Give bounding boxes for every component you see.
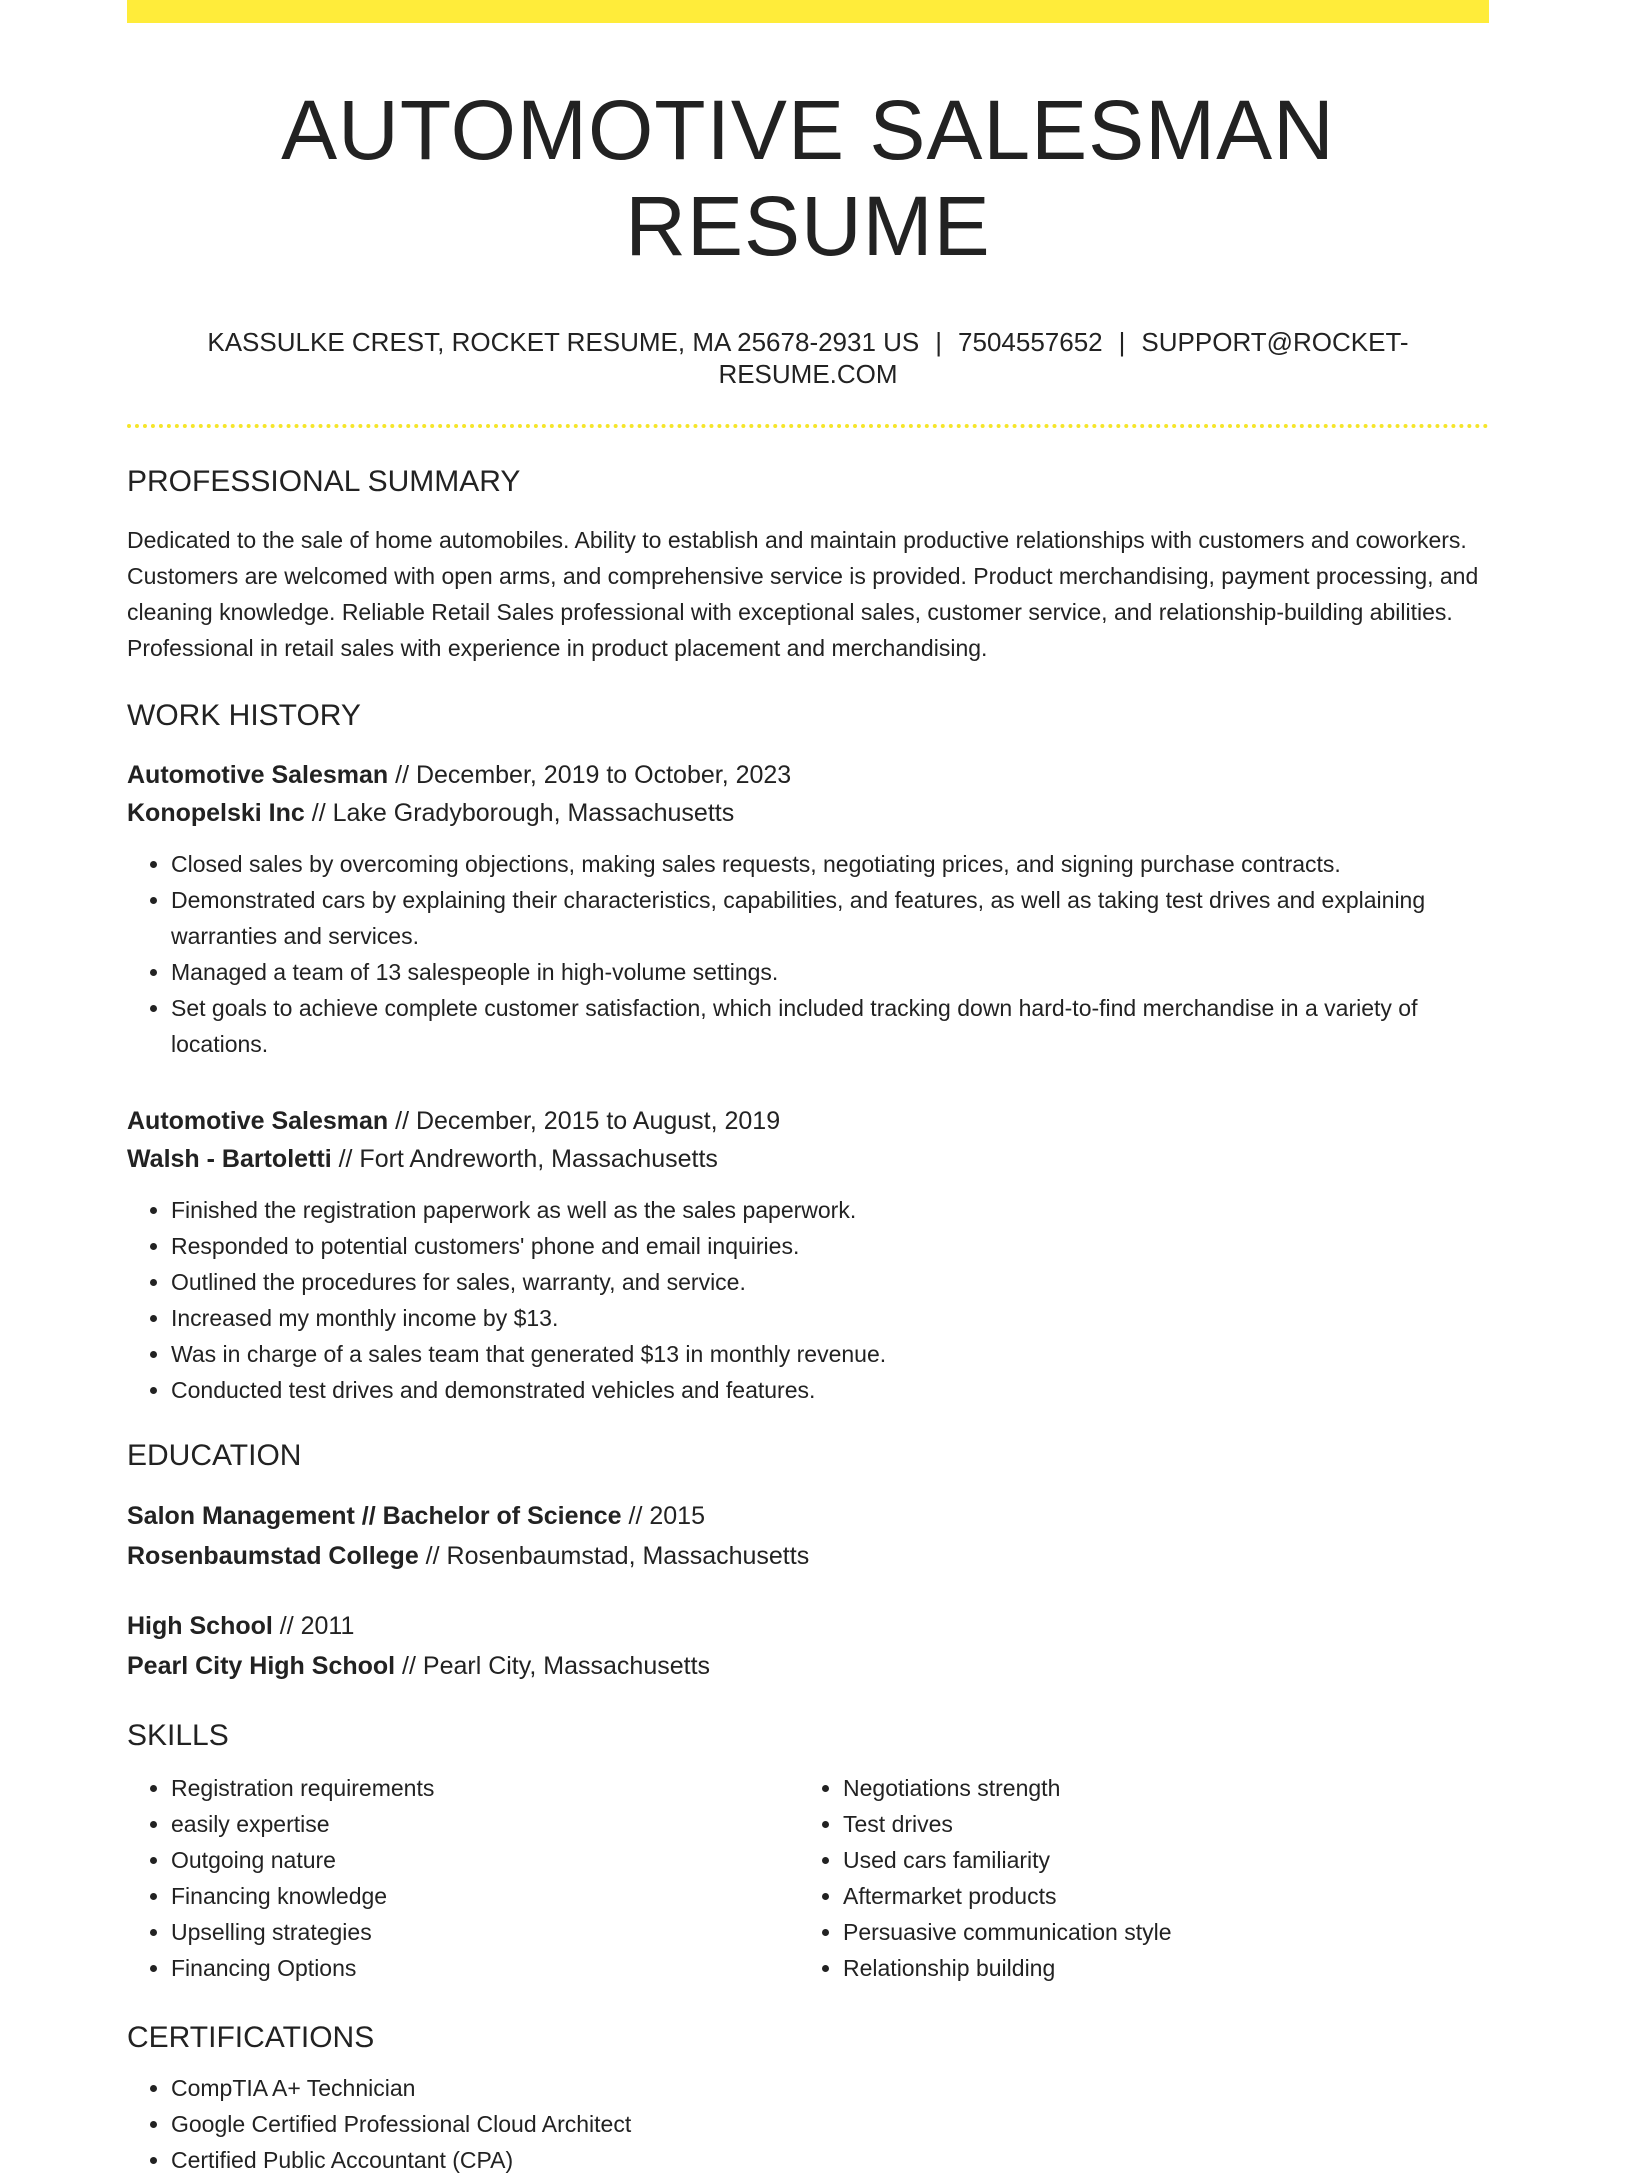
education-school-line [127,1536,1489,1576]
contact-separator: | [935,327,943,357]
resume-title: AUTOMOTIVE SALESMAN RESUME [281,83,1335,273]
skill-item: • Registration requirements [171,1770,799,1806]
contact-line [127,326,1489,390]
job-company-line [127,1140,1489,1178]
job-location: // Fort Andreworth, Massachusetts [331,1145,718,1173]
summary-text: Dedicated to the sale of home automobiles. Ability to establish and maintain productive relationships with customers and coworkers. Customers are welcomed with open arms, and comprehensive service is provided. Product merchandising, payment processing, and cleaning knowledge. Reliable Retail Sales professional with exceptional sales, customer service, and relationship-building abilities. Professional in retail sales with experience in product placement and merchandising. [127,527,1479,661]
skill-item: • Persuasive communication style [843,1914,1471,1950]
job-bullet: • Closed sales by overcoming objections, making sales requests, negotiating prices, and signing purchase contracts. [171,846,1489,882]
job-company: Konopelski Inc [127,799,305,827]
education-school: Pearl City High School [127,1652,396,1680]
skill-item: • Upselling strategies [171,1914,799,1950]
job-company-line [127,794,1489,832]
job-title-line [127,1102,1489,1140]
job-bullet: • Finished the registration paperwork as well as the sales paperwork. [171,1192,1489,1228]
skill-item: • Negotiations strength [843,1770,1471,1806]
skill-item: • Test drives [843,1806,1471,1842]
job-title: Automotive Salesman [127,1107,389,1135]
job-bullet: • Managed a team of 13 salespeople in high-volume settings. [171,954,1489,990]
contact-address: KASSULKE CREST, ROCKET RESUME, MA 25678-2931 US [207,327,920,357]
certification-item: • Google Certified Professional Cloud Architect [171,2106,1489,2142]
job-bullet: • Set goals to achieve complete customer satisfaction, which included tracking down hard-to-find merchandise in a variety of locations. [171,990,1489,1062]
job-bullet: • Responded to potential customers' phone and email inquiries. [171,1228,1489,1264]
job-bullet: • Outlined the procedures for sales, warranty, and service. [171,1264,1489,1300]
job-bullet: • Was in charge of a sales team that generated $13 in monthly revenue. [171,1336,1489,1372]
skills-list-left [127,1770,799,1986]
job-bullets [127,1192,1489,1408]
skills-list-right [799,1770,1471,1986]
job-location: // Lake Gradyborough, Massachusetts [304,799,735,827]
education-degree: High School [127,1612,273,1640]
certifications-heading: CERTIFICATIONS [127,2021,375,2054]
education-year: // 2011 [272,1612,355,1640]
education-degree: Salon Management // Bachelor of Science [127,1502,622,1530]
certification-item: • Certified Public Accountant (CPA) [171,2142,1489,2178]
education-entry [127,1496,1489,1576]
certification-item: • CompTIA A+ Technician [171,2070,1489,2106]
summary-heading: PROFESSIONAL SUMMARY [127,465,521,498]
job-title-line [127,756,1489,794]
education-heading: EDUCATION [127,1439,302,1472]
education-degree-line [127,1606,1489,1646]
work-history-heading: WORK HISTORY [127,699,361,732]
skill-item: • easily expertise [171,1806,799,1842]
skill-item: • Financing Options [171,1950,799,1986]
contact-phone: 7504557652 [958,327,1103,357]
job-bullet: • Conducted test drives and demonstrated vehicles and features. [171,1372,1489,1408]
education-school-line [127,1646,1489,1686]
education-entry [127,1606,1489,1686]
job-bullet: • Increased my monthly income by $13. [171,1300,1489,1336]
dotted-divider [127,424,1489,428]
skills-heading: SKILLS [127,1719,229,1752]
skill-item: • Relationship building [843,1950,1471,1986]
education-location: // Rosenbaumstad, Massachusetts [418,1542,810,1570]
job-title: Automotive Salesman [127,761,389,789]
education-year: // 2015 [621,1502,705,1530]
job-bullets [127,846,1489,1062]
job-bullet: • Demonstrated cars by explaining their characteristics, capabilities, and features, as well as taking test drives and explaining warranties and services. [171,882,1489,954]
skill-item: • Used cars familiarity [843,1842,1471,1878]
certifications-list [127,2070,1489,2178]
education-school: Rosenbaumstad College [127,1542,419,1570]
resume-content [127,0,1489,2178]
skill-item: • Outgoing nature [171,1842,799,1878]
education-location: // Pearl City, Massachusetts [395,1652,711,1680]
job-dates: // December, 2015 to August, 2019 [388,1107,781,1135]
contact-email: SUPPORT@ROCKET-RESUME.COM [718,327,1409,389]
job-entry [127,1102,1489,1408]
skill-item: • Financing knowledge [171,1878,799,1914]
job-entry [127,756,1489,1062]
job-company: Walsh - Bartoletti [127,1145,332,1173]
contact-separator: | [1118,327,1126,357]
education-degree-line [127,1496,1489,1536]
skill-item: • Aftermarket products [843,1878,1471,1914]
skills-columns [127,1770,1489,1986]
job-dates: // December, 2019 to October, 2023 [388,761,792,789]
